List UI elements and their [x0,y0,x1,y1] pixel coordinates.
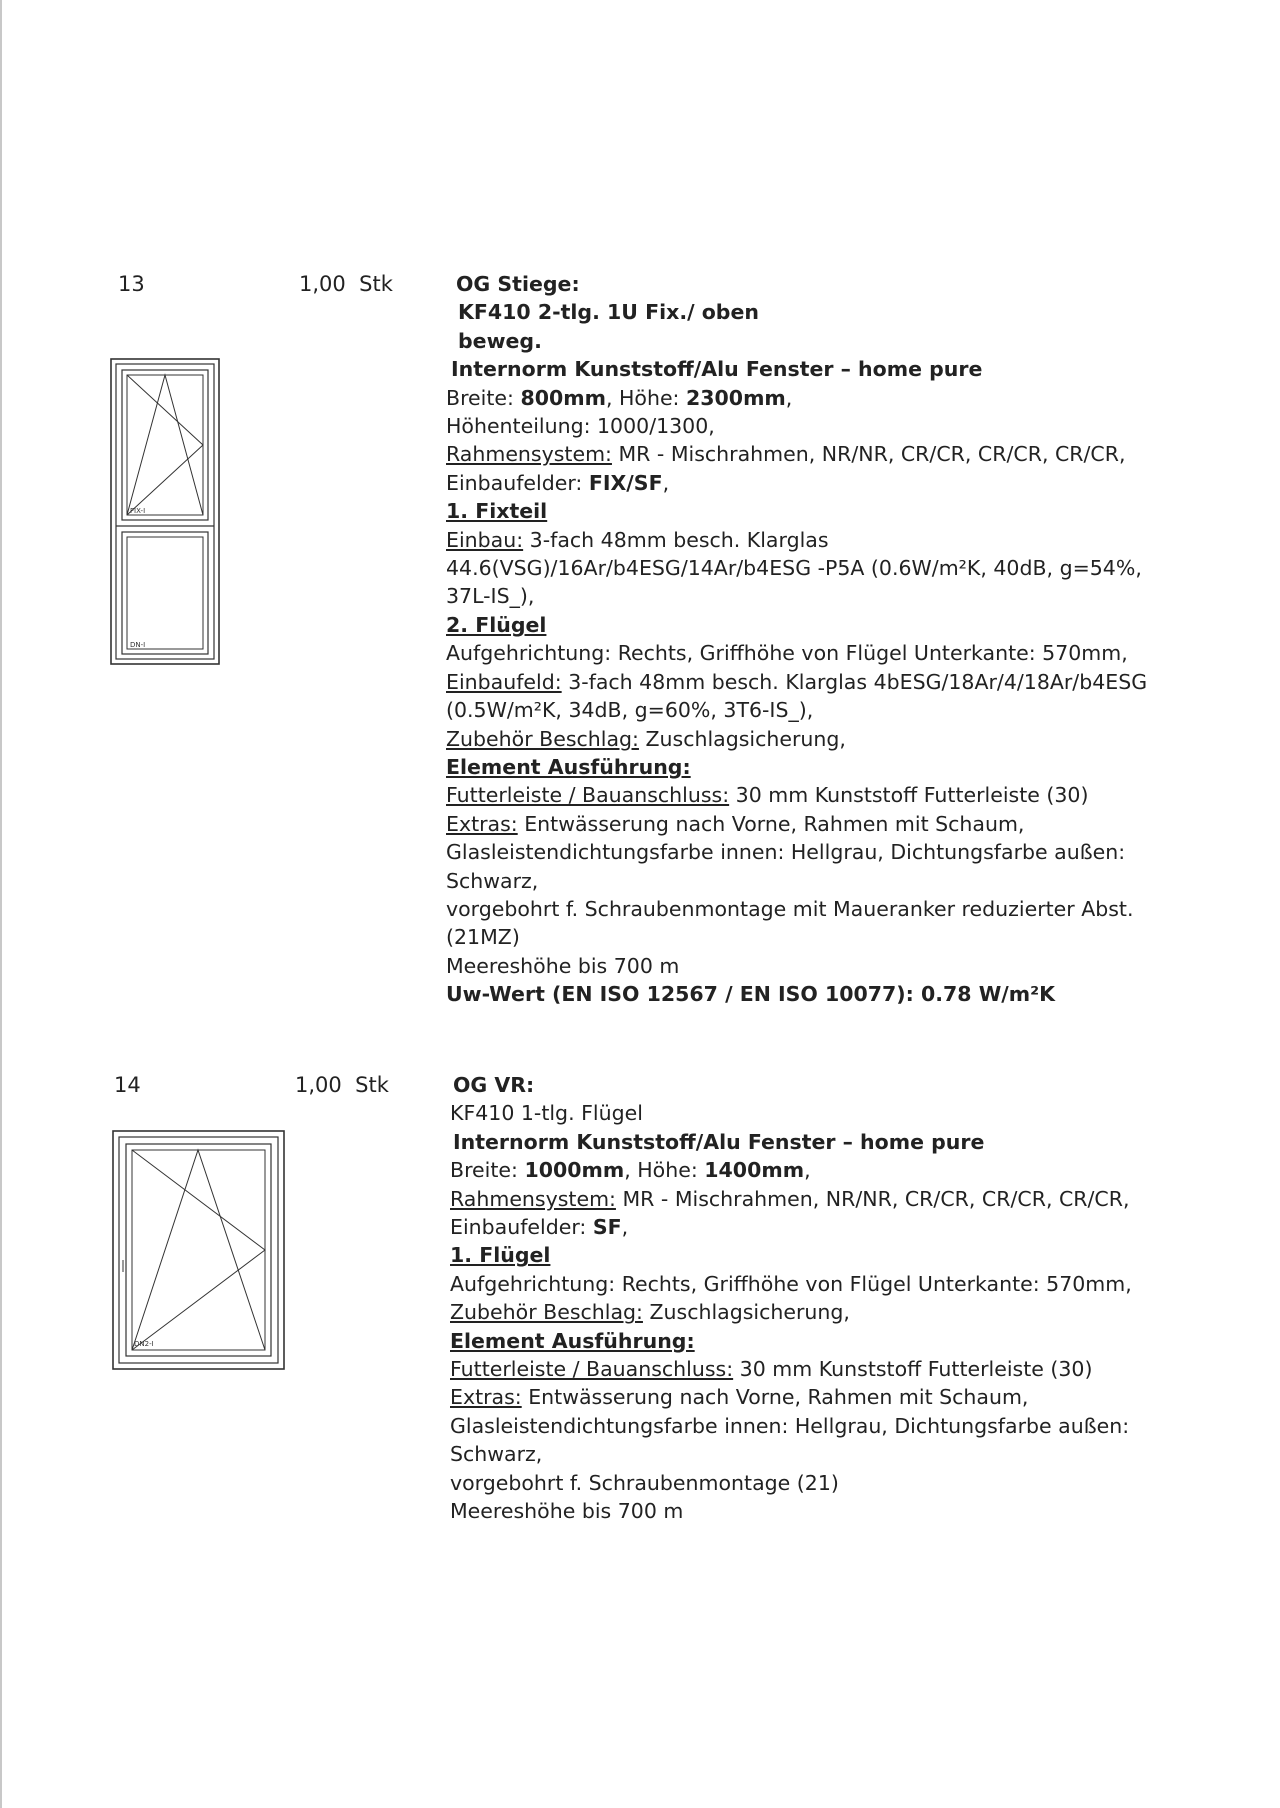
item-13-extras-line2: Glasleistendichtungsfarbe innen: Hellgrau, Dichtungsfarbe außen: [446,840,1126,865]
item-13-section-fluegel: 2. Flügel [446,612,547,637]
item-14-type-line1: KF410 1-tlg. Flügel [450,1101,643,1126]
item-14-window-drawing [112,1130,288,1372]
item-13-product: Internorm Kunststoff/Alu Fenster – home pure [451,357,983,382]
item-14-einbaufelder: Einbaufelder: SF, [450,1215,629,1240]
item-13-meereshoehe: Meereshöhe bis 700 m [446,953,680,978]
item-13-einbau-line2: 44.6(VSG)/16Ar/b4ESG/14Ar/b4ESG -P5A (0.6W/m²K, 40dB, g=54%, [446,556,1142,581]
item-13-futterleiste: Futterleiste / Bauanschluss: 30 mm Kunststoff Futterleiste (30) [446,783,1089,808]
item-14-vorgebohrt: vorgebohrt f. Schraubenmontage (21) [450,1470,839,1495]
item-13-type-line1: KF410 2-tlg. 1U Fix./ oben [458,300,759,325]
item-14-extras-line3: Schwarz, [450,1442,543,1467]
item-14-extras: Extras: Entwässerung nach Vorne, Rahmen mit Schaum, [450,1385,1029,1410]
item-13-vorgebohrt-line2: (21MZ) [446,925,520,950]
item-13-dimensions: Breite: 800mm, Höhe: 2300mm, [446,385,793,410]
item-13-einbaufelder: Einbaufelder: FIX/SF, [446,470,670,495]
item-14-product: Internorm Kunststoff/Alu Fenster – home pure [453,1129,985,1154]
item-13-einbaufeld-line2: (0.5W/m²K, 34dB, g=60%, 3T6-IS_), [446,698,814,723]
item-13-rahmensystem: Rahmensystem: MR - Mischrahmen, NR/NR, CR/CR, CR/CR, CR/CR, [446,442,1126,467]
item-13-title: OG Stiege: [456,272,580,296]
item-13-position: 13 [118,272,145,296]
item-13-hoehenteilung: Höhenteilung: 1000/1300, [446,414,715,439]
item-14-section-fluegel: 1. Flügel [450,1243,551,1268]
item-14-zubehoer: Zubehör Beschlag: Zuschlagsicherung, [450,1300,850,1325]
item-13-window-drawing [110,358,222,668]
item-14-futterleiste: Futterleiste / Bauanschluss: 30 mm Kunststoff Futterleiste (30) [450,1357,1093,1382]
item-13-einbau: Einbau: 3-fach 48mm besch. Klarglas [446,527,829,552]
item-13-einbau-line3: 37L-IS_), [446,584,535,609]
item-13-extras-line3: Schwarz, [446,868,539,893]
item-14-rahmensystem: Rahmensystem: MR - Mischrahmen, NR/NR, CR/CR, CR/CR, CR/CR, [450,1186,1130,1211]
item-13-description [446,270,1147,1009]
item-13-uw-wert: Uw-Wert (EN ISO 12567 / EN ISO 10077): 0.78 W/m²K [446,982,1056,1007]
item-14-meereshoehe: Meereshöhe bis 700 m [450,1499,684,1524]
item-13-aufgehrichtung: Aufgehrichtung: Rechts, Griffhöhe von Flügel Unterkante: 570mm, [446,641,1128,666]
item-13-drawing-label-bottom: DN-I [130,641,146,649]
item-14-drawing-label: DN2-I [134,1340,154,1348]
item-13-unit: Stk [359,272,393,296]
item-13-einbaufeld: Einbaufeld: 3-fach 48mm besch. Klarglas 4bESG/18Ar/4/18Ar/b4ESG [446,669,1148,694]
item-14-element-heading: Element Ausführung: [450,1328,695,1353]
item-14-quantity: 1,00 Stk [295,1073,389,1097]
item-14-position: 14 [114,1073,141,1097]
item-14-aufgehrichtung: Aufgehrichtung: Rechts, Griffhöhe von Flügel Unterkante: 570mm, [450,1271,1132,1296]
item-13-quantity: 1,00 Stk [299,272,393,296]
item-14-description [450,1071,1132,1526]
item-13-extras: Extras: Entwässerung nach Vorne, Rahmen mit Schaum, [446,811,1025,836]
item-14-unit: Stk [355,1073,389,1097]
item-13-type-line2: beweg. [458,328,542,353]
item-14-title: OG VR: [453,1073,535,1097]
item-13-zubehoer: Zubehör Beschlag: Zuschlagsicherung, [446,726,846,751]
page-edge [0,0,2,1808]
item-14-dimensions: Breite: 1000mm, Höhe: 1400mm, [450,1158,811,1183]
item-13-vorgebohrt: vorgebohrt f. Schraubenmontage mit Maueranker reduzierter Abst. [446,896,1134,921]
item-14-extras-line2: Glasleistendichtungsfarbe innen: Hellgrau, Dichtungsfarbe außen: [450,1413,1130,1438]
item-13-element-heading: Element Ausführung: [446,754,691,779]
item-13-drawing-label-top: FIX-I [130,507,146,515]
item-13-section-fixteil: 1. Fixteil [446,499,548,524]
